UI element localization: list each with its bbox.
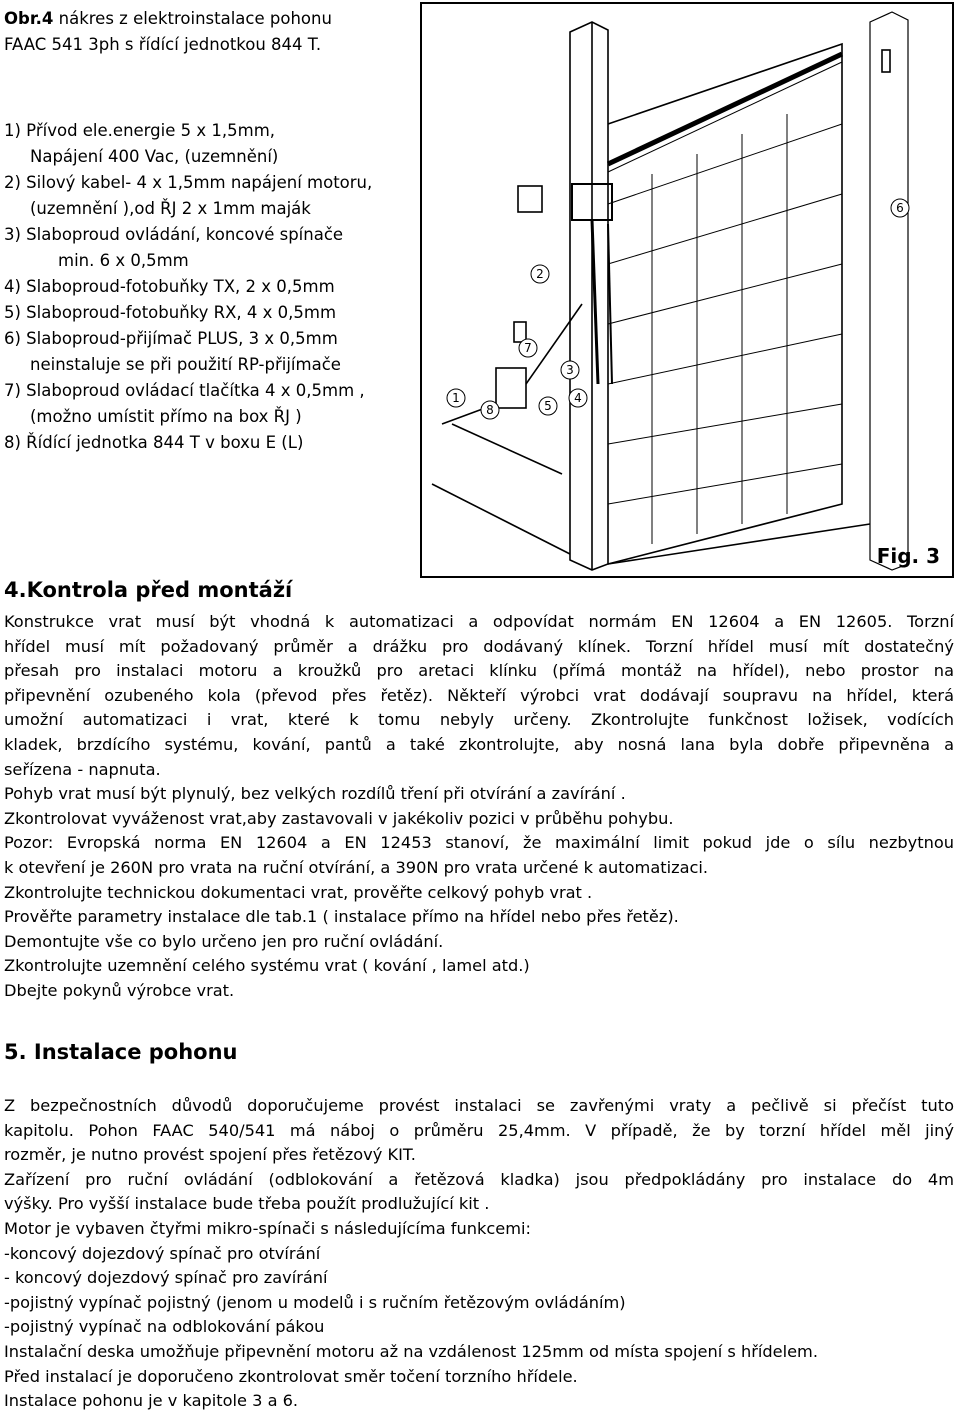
paragraph-line: připevnění ozubeného kola (převod přes řetěz). Někteří výrobci vrat dodávají soupravu na hřídel, která bbox=[4, 685, 954, 705]
paragraph-line: Prověřte parametry instalace dle tab.1 ( instalace přímo na hřídel nebo přes řetěz). bbox=[4, 907, 679, 927]
section-5-body bbox=[4, 1094, 954, 1414]
paragraph-line: umožní automatizaci i vrat, které k tomu nebyly určeny. Zkontrolujte funkčnost ložisek, vodících bbox=[4, 710, 954, 730]
legend-item: 6) Slaboproud-přijímač PLUS, 3 x 0,5mm bbox=[4, 329, 338, 348]
legend-item: 5) Slaboproud-fotobuňky RX, 4 x 0,5mm bbox=[4, 303, 337, 322]
paragraph-line: -pojistný vypínač na odblokování pákou bbox=[4, 1317, 325, 1337]
paragraph-line: rozměr, je nutno provést spojení přes řetězový KIT. bbox=[4, 1145, 416, 1165]
paragraph-line: Instalace pohonu je v kapitole 3 a 6. bbox=[4, 1391, 299, 1411]
legend-item: 7) Slaboproud ovládací tlačítka 4 x 0,5mm , bbox=[4, 381, 365, 400]
callout-label: 8 bbox=[486, 403, 494, 417]
paragraph-line: Demontujte vše co bylo určeno jen pro ruční ovládání. bbox=[4, 931, 444, 951]
paragraph-line: Zkontrolujte technickou dokumentaci vrat, prověřte celkový pohyb vrat . bbox=[4, 882, 593, 902]
paragraph-line: Před instalací je doporučeno zkontrolovat směr točení torzního hřídele. bbox=[4, 1366, 578, 1386]
paragraph-line: Konstrukce vrat musí být vhodná k automatizaci a odpovídat normám EN 12604 a EN 12605. Torzní bbox=[4, 612, 954, 631]
paragraph-line: výšky. Pro vyšší instalace bude třeba použít prodlužující kit . bbox=[4, 1194, 490, 1214]
legend-item: 8) Řídící jednotka 844 T v boxu E (L) bbox=[4, 433, 304, 452]
paragraph-line: přesah pro instalaci motoru a kroužků pro aretaci klínku (přímá montáž na hřídel), nebo prostor na bbox=[4, 661, 954, 681]
legend-item: min. 6 x 0,5mm bbox=[58, 251, 189, 270]
paragraph-line: -pojistný vypínač pojistný (jenom u modelů i s ručním řetězovým ovládáním) bbox=[4, 1292, 626, 1312]
paragraph-line: Motor je vybaven čtyřmi mikro-spínači s následujícíma funkcemi: bbox=[4, 1218, 531, 1238]
callout-label: 5 bbox=[544, 399, 552, 413]
paragraph-line: Instalační deska umožňuje připevnění motoru až na vzdálenost 125mm od místa spojení s hřídelem. bbox=[4, 1341, 818, 1361]
caption-text-2: FAAC 541 3ph s řídící jednotkou 844 T. bbox=[4, 35, 322, 54]
legend-item: Napájení 400 Vac, (uzemnění) bbox=[30, 147, 279, 166]
paragraph-line: kapitolu. Pohon FAAC 540/541 má náboj o průměru 25,4mm. V případě, že by torzní hřídel měl jiný bbox=[4, 1120, 954, 1140]
paragraph-line: hřídel musí mít požadovaný průměr a drážku pro dodávaný klínek. Torzní hřídel musí mít dostatečný bbox=[4, 636, 954, 656]
callout-label: 4 bbox=[574, 391, 582, 405]
legend-item: 3) Slaboproud ovládání, koncové spínače bbox=[4, 225, 344, 244]
paragraph-line: k otevření je 260N pro vrata na ruční otvírání, a 390N pro vrata určené k automatizaci. bbox=[4, 857, 709, 877]
paragraph-line: Z bezpečnostních důvodů doporučujeme provést instalaci se zavřenými vraty a pečlivě si přečíst tuto bbox=[4, 1096, 954, 1115]
paragraph-line: Zkontrolovat vyváženost vrat,aby zastavovali v jakékoliv pozici v průběhu pohybu. bbox=[4, 808, 674, 828]
legend-item: neinstaluje se při použití RP-přijímače bbox=[30, 355, 341, 374]
legend-item: 2) Silový kabel- 4 x 1,5mm napájení motoru, bbox=[4, 173, 373, 192]
legend-item: 4) Slaboproud-fotobuňky TX, 2 x 0,5mm bbox=[4, 277, 335, 296]
section-4-heading: 4.Kontrola před montáží bbox=[4, 578, 293, 602]
legend-item: (možno umístit přímo na box ŘJ ) bbox=[30, 407, 302, 426]
callout-label: 3 bbox=[566, 363, 574, 377]
paragraph-line: Zařízení pro ruční ovládání (odblokování a řetězová kladka) jsou předpokládány pro instalace do 4m bbox=[4, 1169, 954, 1189]
paragraph-line: -koncový dojezdový spínač pro otvírání bbox=[4, 1243, 321, 1263]
section-5-heading: 5. Instalace pohonu bbox=[4, 1040, 238, 1064]
callout-label: 6 bbox=[896, 201, 904, 215]
installation-diagram bbox=[420, 2, 954, 578]
paragraph-line: Pohyb vrat musí být plynulý, bez velkých rozdílů tření při otvírání a zavírání . bbox=[4, 784, 626, 804]
paragraph-line: Zkontrolujte uzemnění celého systému vrat ( kování , lamel atd.) bbox=[4, 956, 530, 976]
paragraph-line: seřízena - napnuta. bbox=[4, 759, 161, 779]
figure-caption bbox=[4, 6, 332, 58]
paragraph-line: Dbejte pokynů výrobce vrat. bbox=[4, 980, 235, 1000]
legend-item: (uzemnění ),od ŘJ 2 x 1mm maják bbox=[30, 199, 311, 218]
callout-label: 1 bbox=[452, 391, 460, 405]
garage-door-drawing bbox=[422, 4, 952, 576]
paragraph-line: - koncový dojezdový spínač pro zavírání bbox=[4, 1268, 328, 1288]
paragraph-line: kladek, brzdícího systému, kování, pantů a také zkontrolujte, aby nosná lana byla dobře připevněna a bbox=[4, 734, 954, 754]
caption-label: Obr.4 bbox=[4, 9, 54, 28]
caption-text-1: nákres z elektroinstalace pohonu bbox=[53, 9, 332, 28]
figure-label: Fig. 3 bbox=[876, 544, 940, 568]
paragraph-line: Pozor: Evropská norma EN 12604 a EN 12453 stanoví, že maximální limit pokud jde o sílu nezbytnou bbox=[4, 833, 954, 853]
callout-label: 2 bbox=[536, 267, 544, 281]
section-4-body bbox=[4, 610, 954, 1004]
legend-item: 1) Přívod ele.energie 5 x 1,5mm, bbox=[4, 121, 276, 140]
wiring-legend bbox=[4, 118, 372, 456]
callout-label: 7 bbox=[524, 341, 532, 355]
